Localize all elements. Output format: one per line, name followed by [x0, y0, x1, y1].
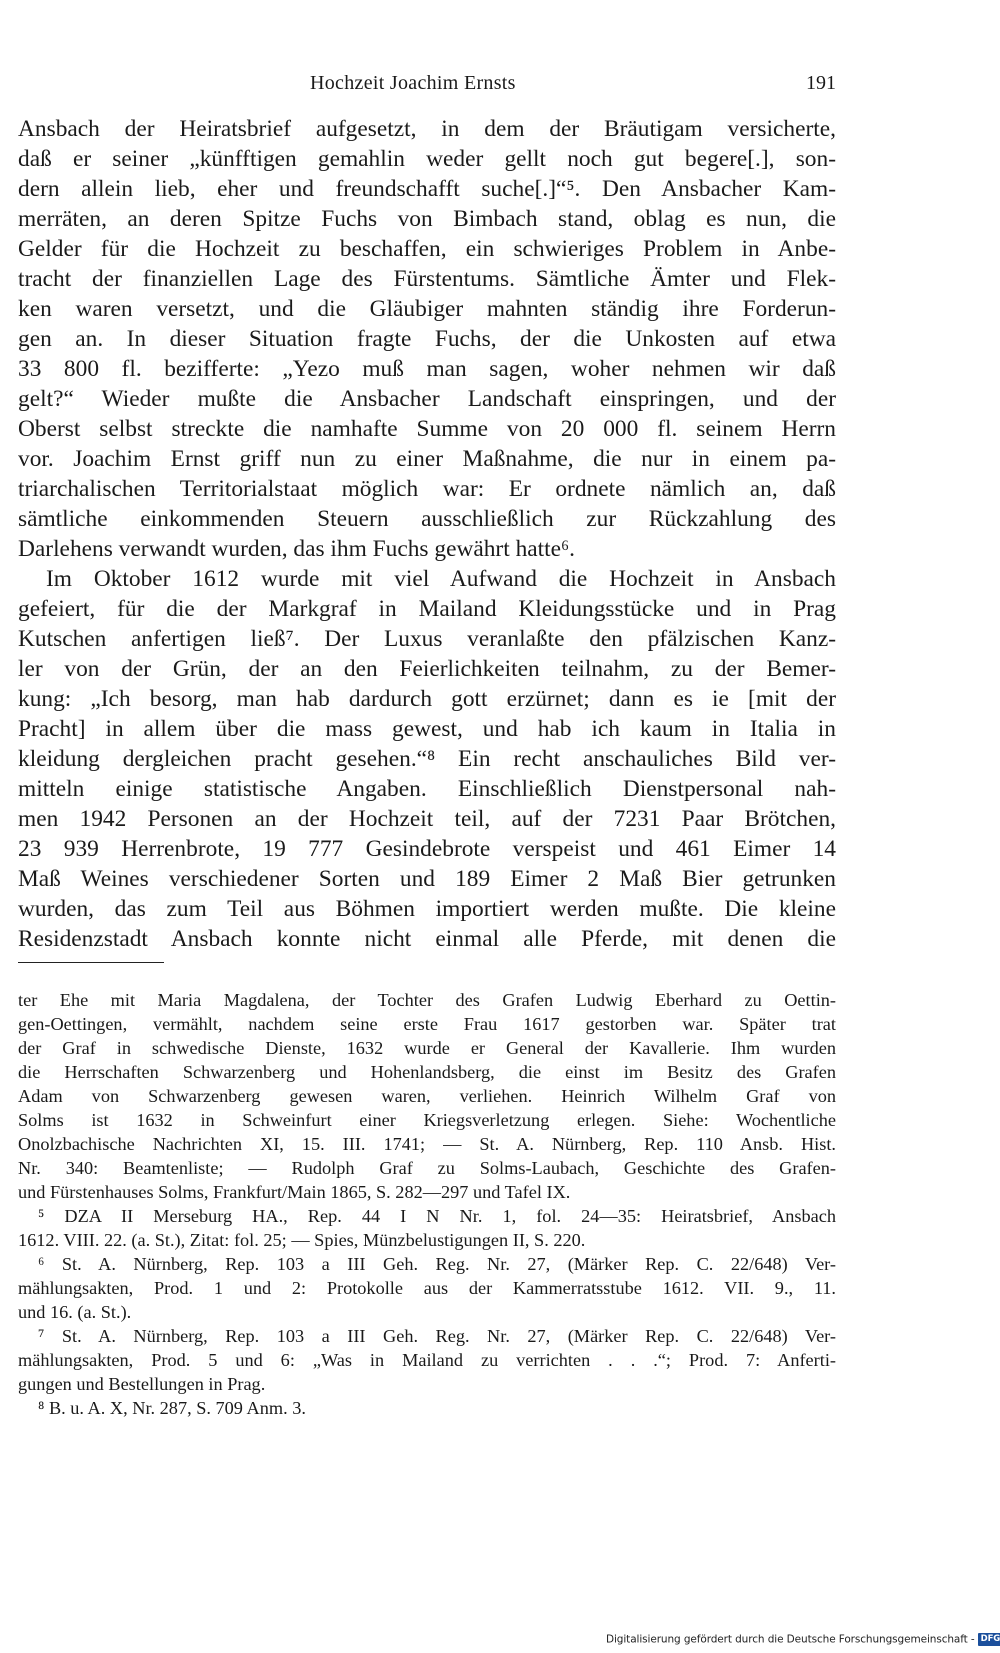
footnote-line: Onolzbachische Nachrichten XI, 15. III. 1741; — St. A. Nürnberg, Rep. 110 Ansb. Hist. [18, 1134, 836, 1154]
footnote-separator [18, 962, 164, 963]
text-line: Residenzstadt Ansbach konnte nicht einmal alle Pferde, mit denen die [18, 926, 836, 952]
footnote-line: gen-Oettingen, vermählt, nachdem seine erste Frau 1617 gestorben war. Später trat [18, 1014, 836, 1034]
text-line: gelt?“ Wieder mußte die Ansbacher Landschaft einspringen, und der [18, 386, 836, 412]
text-line: Ansbach der Heiratsbrief aufgesetzt, in dem der Bräutigam versicherte, [18, 116, 836, 142]
footnote-line: die Herrschaften Schwarzenberg und Hohenlandsberg, die einst im Besitz des Grafen [18, 1062, 836, 1082]
footnotes [18, 988, 836, 1420]
text-line: men 1942 Personen an der Hochzeit teil, auf der 7231 Paar Brötchen, [18, 806, 836, 832]
text-line: wurden, das zum Teil aus Böhmen importiert werden mußte. Die kleine [18, 896, 836, 922]
digitization-credit [606, 1633, 1000, 1649]
text-line: ler von der Grün, der an den Feierlichkeiten teilnahm, zu der Bemer- [18, 656, 836, 682]
text-line: 33 800 fl. bezifferte: „Yezo muß man sagen, woher nehmen wir daß [18, 356, 836, 382]
text-line: dern allein lieb, eher und freundschafft suche[.]“⁵. Den Ansbacher Kam- [18, 176, 836, 202]
text-line: sämtliche einkommenden Steuern ausschließlich zur Rückzahlung des [18, 506, 836, 532]
text-line: Oberst selbst streckte die namhafte Summe von 20 000 fl. seinem Herrn [18, 416, 836, 442]
text-line: daß er seiner „künfftigen gemahlin weder gellt noch gut begere[.], son- [18, 146, 836, 172]
text-line: Darlehens verwandt wurden, das ihm Fuchs gewährt hatte⁶. [18, 536, 576, 562]
footnote-line: 1612. VIII. 22. (a. St.), Zitat: fol. 25; — Spies, Münzbelustigungen II, S. 220. [18, 1230, 586, 1250]
text-line: triarchalischen Territorialstaat möglich war: Er ordnete nämlich an, daß [18, 476, 836, 502]
text-line: tracht der finanziellen Lage des Fürstentums. Sämtliche Ämter und Flek- [18, 266, 836, 292]
footnote-line: mählungsakten, Prod. 1 und 2: Protokolle aus der Kammerratsstube 1612. VII. 9., 11. [18, 1278, 836, 1298]
dfg-logo: DFG [978, 1633, 1000, 1646]
footnote-line: ter Ehe mit Maria Magdalena, der Tochter des Grafen Ludwig Eberhard zu Oettin- [18, 990, 836, 1010]
main-text [18, 114, 836, 954]
text-line: Kutschen anfertigen ließ⁷. Der Luxus veranlaßte den pfälzischen Kanz- [18, 626, 836, 652]
credit-text: Digitalisierung gefördert durch die Deutsche Forschungsgemeinschaft - [606, 1633, 975, 1646]
text-line: vor. Joachim Ernst griff nun zu einer Maßnahme, die nur in einem pa- [18, 446, 836, 472]
text-line: kleidung dergleichen pracht gesehen.“⁸ Ein recht anschauliches Bild ver- [18, 746, 836, 772]
text-line: mitteln einige statistische Angaben. Einschließlich Dienstpersonal nah- [18, 776, 836, 802]
text-line: Pracht] in allem über die mass gewest, und hab ich kaum in Italia in [18, 716, 836, 742]
footnote-line: Nr. 340: Beamtenliste; — Rudolph Graf zu Solms-Laubach, Geschichte des Grafen- [18, 1158, 836, 1178]
page-number: 191 [806, 72, 836, 94]
footnote-line: Solms ist 1632 in Schweinfurt einer Kriegsverletzung erlegen. Siehe: Wochentliche [18, 1110, 836, 1130]
footnote-line: und 16. (a. St.). [18, 1302, 132, 1322]
footnote-7: ⁷ St. A. Nürnberg, Rep. 103 a III Geh. Reg. Nr. 27, (Märker Rep. C. 22/648) Ver- [38, 1326, 836, 1346]
text-line: Gelder für die Hochzeit zu beschaffen, ein schwieriges Problem in Anbe- [18, 236, 836, 262]
text-line: Maß Weines verschiedener Sorten und 189 Eimer 2 Maß Bier getrunken [18, 866, 836, 892]
footnote-line: Adam von Schwarzenberg gewesen waren, verliehen. Heinrich Wilhelm Graf von [18, 1086, 836, 1106]
footnote-6: ⁶ St. A. Nürnberg, Rep. 103 a III Geh. Reg. Nr. 27, (Märker Rep. C. 22/648) Ver- [38, 1254, 836, 1274]
text-line: gen an. In dieser Situation fragte Fuchs, der die Unkosten auf etwa [18, 326, 836, 352]
footnote-line: gungen und Bestellungen in Prag. [18, 1374, 266, 1394]
text-line: kung: „Ich besorg, man hab dardurch gott erzürnet; dann es ie [mit der [18, 686, 836, 712]
running-header [18, 72, 836, 102]
footnote-5: ⁵ DZA II Merseburg HA., Rep. 44 I N Nr. 1, fol. 24—35: Heiratsbrief, Ansbach [38, 1206, 836, 1226]
footnote-line: und Fürstenhauses Solms, Frankfurt/Main 1865, S. 282—297 und Tafel IX. [18, 1182, 571, 1202]
text-line: Im Oktober 1612 wurde mit viel Aufwand die Hochzeit in Ansbach [46, 566, 836, 592]
text-line: merräten, an deren Spitze Fuchs von Bimbach stand, oblag es nun, die [18, 206, 836, 232]
running-title: Hochzeit Joachim Ernsts [310, 72, 516, 94]
text-line: ken waren versetzt, und die Gläubiger mahnten ständig ihre Forderun- [18, 296, 836, 322]
footnote-line: der Graf in schwedische Dienste, 1632 wurde er General der Kavallerie. Ihm wurden [18, 1038, 836, 1058]
footnote-line: mählungsakten, Prod. 5 und 6: „Was in Mailand zu verrichten . . .“; Prod. 7: Anferti- [18, 1350, 836, 1370]
text-line: gefeiert, für die der Markgraf in Mailand Kleidungsstücke und in Prag [18, 596, 836, 622]
footnote-8: ⁸ B. u. A. X, Nr. 287, S. 709 Anm. 3. [38, 1398, 306, 1418]
text-line: 23 939 Herrenbrote, 19 777 Gesindebrote verspeist und 461 Eimer 14 [18, 836, 836, 862]
